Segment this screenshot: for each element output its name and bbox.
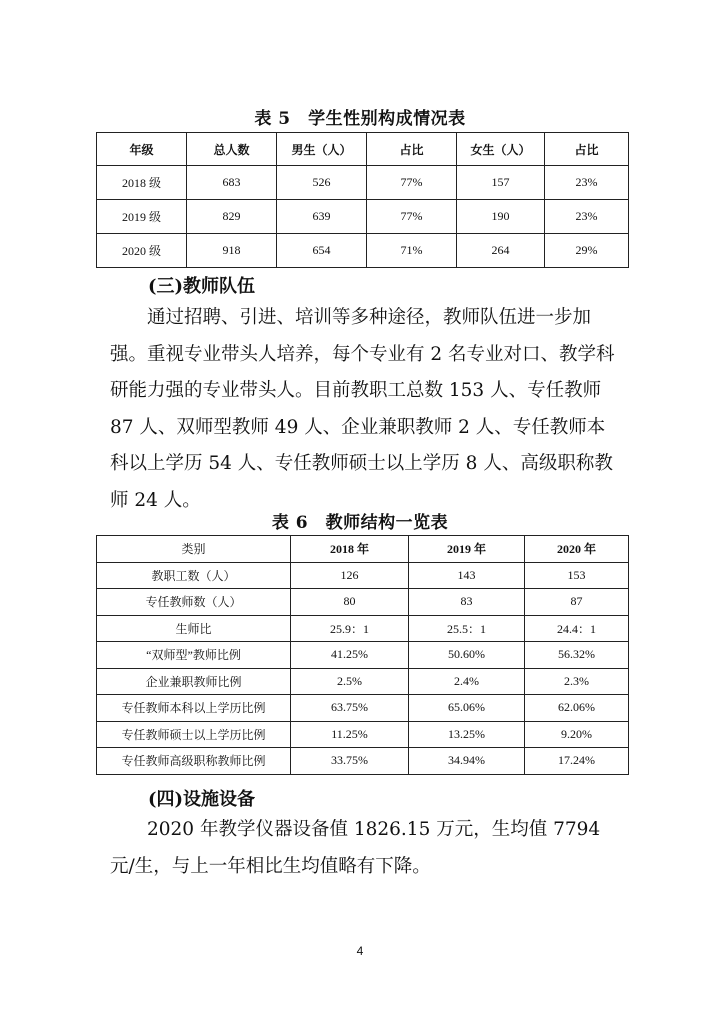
table-row — [97, 589, 629, 616]
paragraph-text: 通过招聘、引进、培训等多种途径，教师队伍进一步加强。重视专业带头人培养，每个专业有 2 名专业对口、教学科研能力强的专业带头人。目前教职工总数 153 人、专任教师 87 人、双师型教师 49 人、企业兼职教师 2 人、专任教师本科以上学历 54 人、专任教师硕士以上学历 8 人、高级职称教师 24 人。 — [110, 307, 615, 511]
table-cell: 2.5% — [291, 668, 409, 695]
table-row — [97, 721, 629, 748]
table-cell: 83 — [409, 589, 525, 616]
table6 — [96, 535, 629, 775]
table-row — [97, 200, 629, 234]
table-cell: 专任教师高级职称教师比例 — [97, 748, 291, 775]
table-cell: 33.75% — [291, 748, 409, 775]
table-cell: 2019 级 — [97, 200, 187, 234]
table-row — [97, 642, 629, 669]
table-cell: 2018 级 — [97, 166, 187, 200]
table-cell: 34.94% — [409, 748, 525, 775]
table-cell: 157 — [457, 166, 545, 200]
table-cell: 13.25% — [409, 721, 525, 748]
table-row — [97, 668, 629, 695]
table-row — [97, 615, 629, 642]
table-row — [97, 695, 629, 722]
table-cell: 80 — [291, 589, 409, 616]
table-cell: 77% — [367, 166, 457, 200]
table6-header-row — [97, 536, 629, 563]
table-cell: 829 — [187, 200, 277, 234]
table-cell: 62.06% — [525, 695, 629, 722]
table-cell: 25.9：1 — [291, 615, 409, 642]
table-row — [97, 166, 629, 200]
table-row — [97, 562, 629, 589]
section3-paragraph — [110, 300, 622, 519]
table6-header-cell: 2020 年 — [525, 536, 629, 563]
table5-header-cell: 男生（人） — [277, 133, 367, 166]
table5-header-cell: 占比 — [367, 133, 457, 166]
table-cell: 153 — [525, 562, 629, 589]
table5-header-cell: 年级 — [97, 133, 187, 166]
table-cell: 65.06% — [409, 695, 525, 722]
table-row — [97, 234, 629, 268]
table-cell: 77% — [367, 200, 457, 234]
table-cell: 11.25% — [291, 721, 409, 748]
table-cell: 2.4% — [409, 668, 525, 695]
table-cell: 143 — [409, 562, 525, 589]
page-number: 4 — [356, 944, 364, 958]
table5-caption: 表 5 学生性别构成情况表 — [254, 109, 466, 129]
table-cell: 56.32% — [525, 642, 629, 669]
table-cell: 23% — [545, 166, 629, 200]
table-cell: 71% — [367, 234, 457, 268]
table5-header-cell: 占比 — [545, 133, 629, 166]
table5-header-cell: 女生（人） — [457, 133, 545, 166]
table-cell: 企业兼职教师比例 — [97, 668, 291, 695]
table-cell: 126 — [291, 562, 409, 589]
table-cell: 9.20% — [525, 721, 629, 748]
table5-header-row — [97, 133, 629, 166]
table-cell: 24.4：1 — [525, 615, 629, 642]
table-cell: 63.75% — [291, 695, 409, 722]
table-cell: 264 — [457, 234, 545, 268]
table6-caption: 表 6 教师结构一览表 — [271, 513, 449, 533]
table-cell: 专任教师数（人） — [97, 589, 291, 616]
table5-header-cell: 总人数 — [187, 133, 277, 166]
table-cell: 生师比 — [97, 615, 291, 642]
table-cell: 918 — [187, 234, 277, 268]
section-heading-facilities: (四)设施设备 — [148, 789, 256, 810]
table-cell: 教职工数（人） — [97, 562, 291, 589]
table-cell: 专任教师本科以上学历比例 — [97, 695, 291, 722]
table-cell: 23% — [545, 200, 629, 234]
table5 — [96, 132, 629, 268]
table-cell: 190 — [457, 200, 545, 234]
table-cell: 50.60% — [409, 642, 525, 669]
table-cell: 639 — [277, 200, 367, 234]
paragraph-text: 2020 年教学仪器设备值 1826.15 万元，生均值 7794 元/生，与上一年相比生均值略有下降。 — [110, 819, 601, 877]
table6-header-cell: 2018 年 — [291, 536, 409, 563]
table-cell: 526 — [277, 166, 367, 200]
table-cell: 41.25% — [291, 642, 409, 669]
table6-header-cell: 2019 年 — [409, 536, 525, 563]
table-cell: “双师型”教师比例 — [97, 642, 291, 669]
table-cell: 2020 级 — [97, 234, 187, 268]
table-cell: 17.24% — [525, 748, 629, 775]
table-cell: 654 — [277, 234, 367, 268]
table-cell: 87 — [525, 589, 629, 616]
section-heading-teachers: (三)教师队伍 — [148, 276, 256, 297]
table-cell: 25.5：1 — [409, 615, 525, 642]
section4-paragraph — [110, 812, 622, 885]
table-cell: 2.3% — [525, 668, 629, 695]
table-cell: 专任教师硕士以上学历比例 — [97, 721, 291, 748]
table-cell: 683 — [187, 166, 277, 200]
table-cell: 29% — [545, 234, 629, 268]
table-row — [97, 748, 629, 775]
table6-header-cell: 类别 — [97, 536, 291, 563]
